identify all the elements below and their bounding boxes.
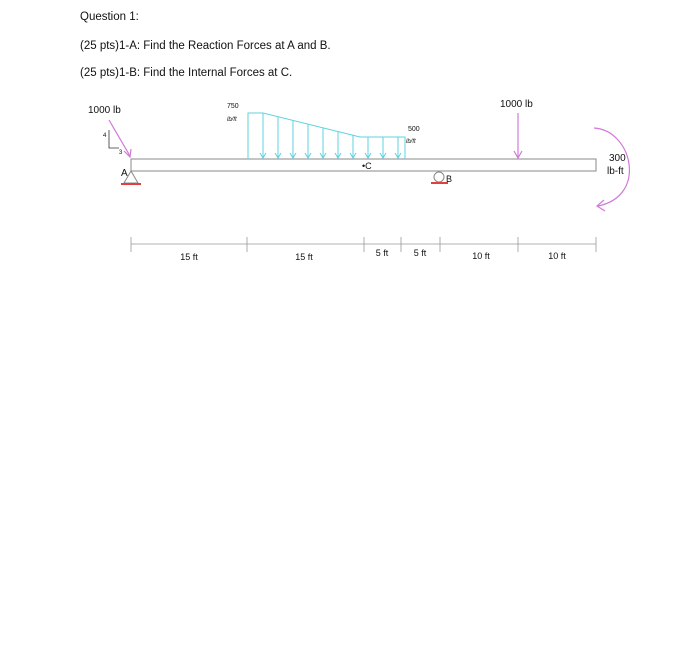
dim-label: 15 ft <box>180 252 198 262</box>
dim-label: 5 ft <box>413 248 427 258</box>
question-part-a: (25 pts)1-A: Find the Reaction Forces at A and B. <box>80 40 331 52</box>
dim-label: 15 ft <box>295 252 313 262</box>
point-c-label: •C <box>362 161 372 171</box>
slope-triangle <box>109 130 119 148</box>
moment-value: 300 <box>609 153 626 164</box>
support-a-label: A <box>121 168 128 179</box>
dim-label: 10 ft <box>548 251 566 261</box>
question-part-b: (25 pts)1-B: Find the Internal Forces at C. <box>80 67 293 79</box>
dim-label: 10 ft <box>472 251 490 261</box>
dist-load-end-value: 500 <box>408 126 420 133</box>
slope-rise-label: 4 <box>103 133 107 139</box>
left-force-label: 1000 lb <box>88 105 121 116</box>
right-point-force <box>514 113 522 158</box>
support-b-label: B <box>446 174 453 184</box>
dist-load-start-unit: lb/ft <box>227 117 237 123</box>
right-force-label: 1000 lb <box>500 99 533 110</box>
distributed-load <box>248 113 405 159</box>
question-title: Question 1: <box>80 11 139 23</box>
dimension-line <box>131 237 596 252</box>
slope-run-label: 3 <box>119 150 123 156</box>
dist-load-end-unit: lb/ft <box>406 139 416 145</box>
dim-label: 5 ft <box>375 248 389 258</box>
moment-unit: lb-ft <box>607 166 624 177</box>
dist-load-start-value: 750 <box>227 103 239 110</box>
